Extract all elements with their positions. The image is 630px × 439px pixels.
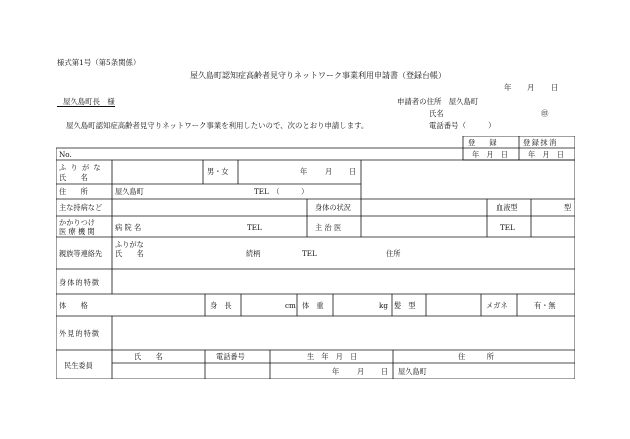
relative-relationship: 続柄 xyxy=(246,249,261,258)
family-doctor-label-2: 医 療 機 関 xyxy=(59,227,95,236)
relative-furigana: ふりがな xyxy=(115,240,144,249)
date-day: 日 xyxy=(551,83,559,92)
applicant-phone: 電話番号（ ） xyxy=(429,121,496,130)
date-year: 年 xyxy=(504,83,512,92)
welfare-dob-year: 年 xyxy=(332,367,340,376)
blood-type-suffix: 型 xyxy=(564,203,572,212)
welfare-dob-day: 日 xyxy=(381,367,389,376)
height-label: 身 長 xyxy=(210,301,232,310)
applicant-name: 氏名 xyxy=(429,109,444,118)
applicant-address: 申請者の住所 屋久島町 xyxy=(397,97,479,106)
hair-label: 髪 型 xyxy=(394,301,416,310)
relative-tel: TEL xyxy=(302,249,317,258)
hospital-tel: TEL xyxy=(247,223,262,232)
relative-address: 住所 xyxy=(386,249,401,258)
document-title: 屋久島町認知症高齢者見守りネットワーク事業利用申請書（登録台帳） xyxy=(190,71,446,80)
build-label: 体 格 xyxy=(59,301,88,310)
dob-day: 日 xyxy=(349,167,357,176)
seal-mark: ㊞ xyxy=(541,109,549,118)
family-doctor-label-1: かかりつけ xyxy=(59,218,95,227)
form-number: 様式第1号（第5条関係） xyxy=(57,58,141,67)
application-form-table xyxy=(56,136,575,379)
registry-registration: 登 録 xyxy=(468,138,501,147)
welfare-commissioner-label: 民生委員 xyxy=(64,361,93,370)
furigana-label: ふ り が な xyxy=(59,163,102,172)
welfare-dob-month: 月 xyxy=(357,367,365,376)
relative-name: 氏 名 xyxy=(115,249,144,258)
physical-features-label: 身体的特徴 xyxy=(59,278,100,287)
physical-condition-label: 身体の状況 xyxy=(315,203,351,212)
number-label: No. xyxy=(59,150,72,159)
relatives-label: 親族等連絡先 xyxy=(59,249,103,258)
addressee: 屋久島町長 様 xyxy=(57,97,115,107)
dob-year: 年 xyxy=(300,167,308,176)
weight-unit: kg xyxy=(379,301,388,310)
welfare-phone-header: 電話番号 xyxy=(216,352,245,361)
address-tel: TEL （ ） xyxy=(254,187,309,196)
glasses-option: 有・無 xyxy=(534,301,556,310)
glasses-label: メガネ xyxy=(486,301,508,310)
welfare-address-town: 屋久島町 xyxy=(398,367,427,376)
intro-text: 屋久島町認知症高齢者見守りネットワーク事業を利用したいので、次のとおり申請します。 xyxy=(66,121,369,130)
registry-cancellation: 登録抹消 xyxy=(523,138,558,147)
main-illness-label: 主な持病など xyxy=(59,203,103,212)
registry-date-2: 年 月 日 xyxy=(528,150,564,159)
welfare-name-header: 氏 名 xyxy=(134,352,163,361)
weight-label: 体 重 xyxy=(302,301,324,310)
name-label: 氏 名 xyxy=(59,173,88,182)
registry-date-1: 年 月 日 xyxy=(472,150,508,159)
address-town: 屋久島町 xyxy=(115,187,144,196)
welfare-address-header: 住 所 xyxy=(458,352,494,361)
appearance-label: 外見的特徴 xyxy=(59,329,100,338)
address-label: 住 所 xyxy=(59,187,88,196)
gender-option: 男・女 xyxy=(207,167,229,176)
date-month: 月 xyxy=(527,83,535,92)
doctor-tel: TEL xyxy=(500,223,515,232)
hospital-name-label: 病 院 名 xyxy=(115,223,142,232)
welfare-dob-header: 生 年 月 日 xyxy=(307,352,358,361)
dob-month: 月 xyxy=(325,167,333,176)
attending-doctor-label: 主 治 医 xyxy=(315,223,342,232)
blood-type-label: 血液型 xyxy=(496,203,518,212)
height-unit: cm xyxy=(285,301,296,310)
